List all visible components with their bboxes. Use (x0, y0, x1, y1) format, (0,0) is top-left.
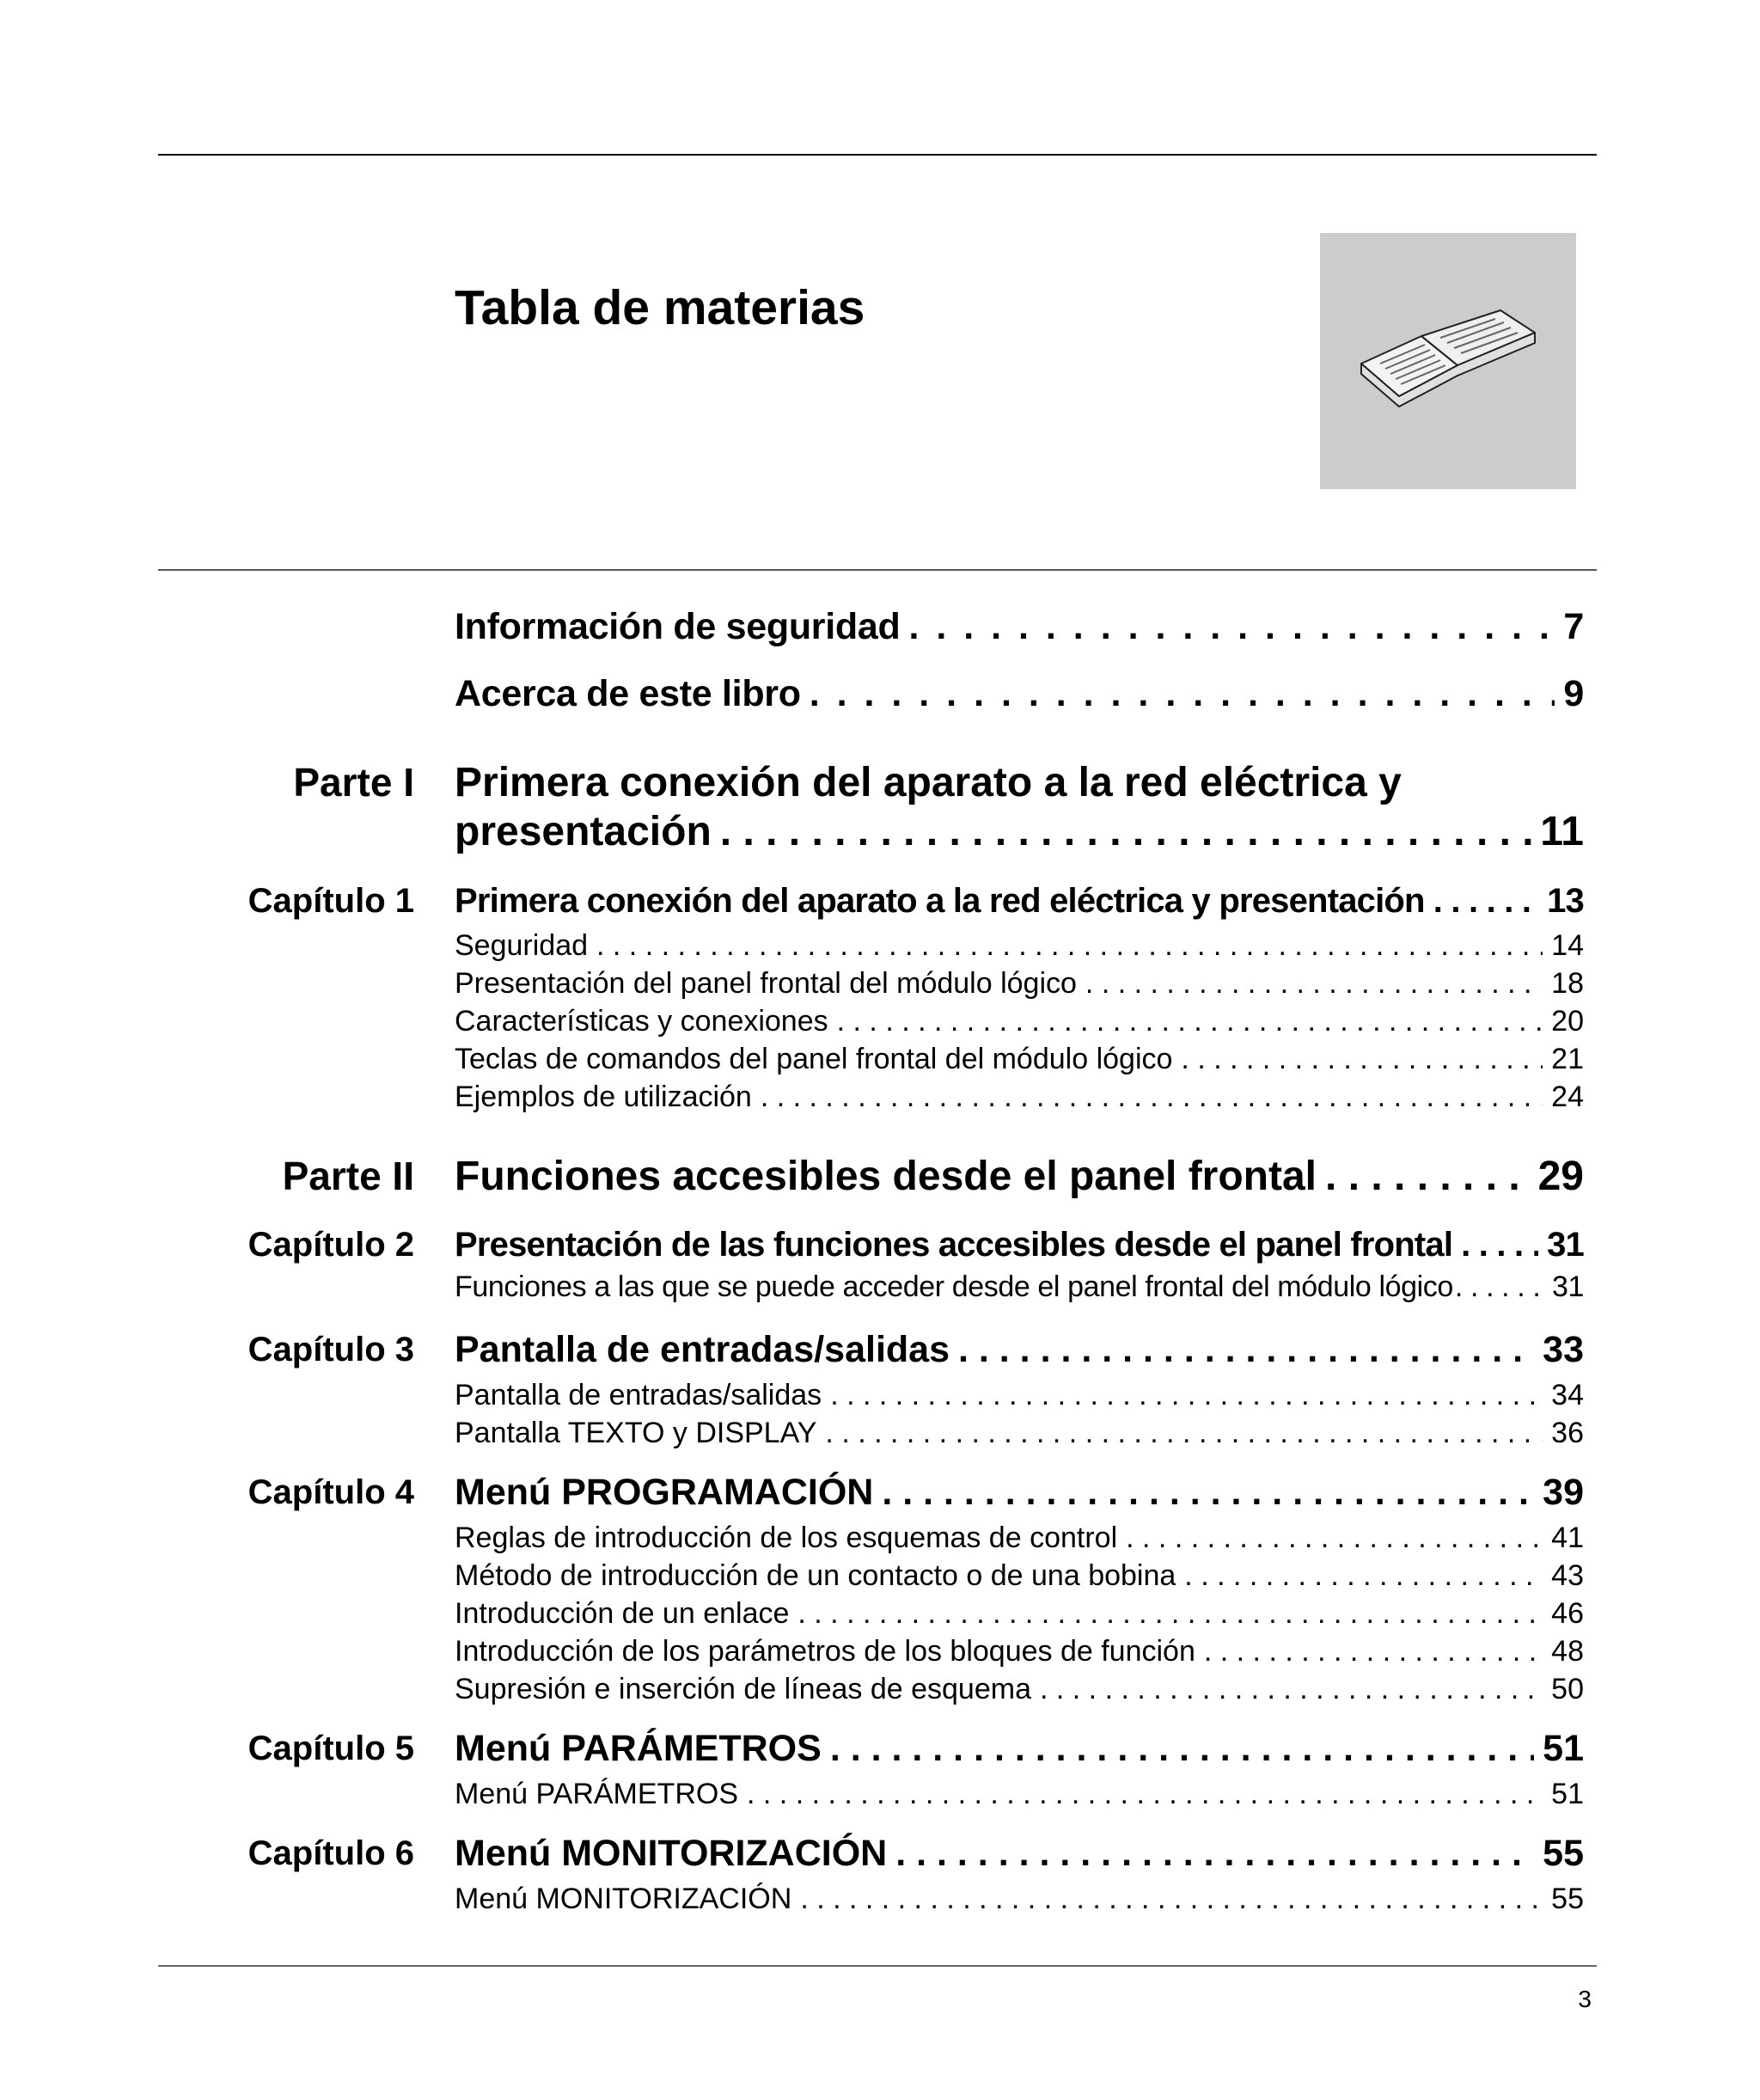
dot-leader (720, 808, 1531, 855)
toc-section-page: 14 (1551, 929, 1584, 962)
toc-section[interactable] (455, 1673, 1584, 1706)
toc-section-page: 41 (1551, 1521, 1584, 1554)
toc-section[interactable] (455, 1635, 1584, 1668)
toc-section[interactable] (455, 1379, 1584, 1412)
dot-leader (1325, 1153, 1530, 1200)
toc-section-page: 48 (1551, 1635, 1584, 1668)
dot-leader (1181, 1043, 1543, 1076)
dot-leader (958, 1329, 1534, 1371)
toc-entry-page: 51 (1543, 1728, 1584, 1769)
toc-section-page: 46 (1551, 1597, 1584, 1630)
chapter-label: Capítulo 5 (248, 1730, 414, 1767)
chapter-label: Capítulo 3 (248, 1331, 414, 1368)
toc-section[interactable] (455, 1081, 1584, 1114)
toc-section-title: Supresión e inserción de líneas de esquema (455, 1673, 1031, 1705)
toc-section[interactable] (455, 1417, 1584, 1450)
toc-entry-safety[interactable] (455, 606, 1584, 648)
dot-leader (798, 1597, 1543, 1631)
toc-section-page: 21 (1551, 1043, 1584, 1075)
toc-entry-page: 39 (1543, 1472, 1584, 1513)
dot-leader (908, 606, 1555, 648)
top-rule (158, 154, 1597, 156)
footer-rule (158, 1965, 1597, 1967)
toc-entry-title: Menú PARÁMETROS (455, 1728, 822, 1769)
dot-leader (837, 1005, 1543, 1038)
toc-section-title: Características y conexiones (455, 1005, 828, 1038)
chapter-label: Capítulo 2 (248, 1226, 414, 1264)
book-illustration (1320, 233, 1576, 489)
toc-entry-part-2[interactable] (455, 1153, 1584, 1200)
toc-entry-chapter-4[interactable] (455, 1472, 1584, 1514)
toc-section-title: Introducción de los parámetros de los bloques de función (455, 1635, 1195, 1668)
toc-section-title: Teclas de comandos del panel frontal del módulo lógico (455, 1043, 1173, 1075)
page-title: Tabla de materias (455, 280, 865, 335)
chapter-label: Capítulo 4 (248, 1473, 414, 1511)
toc-section-title: Funciones a las que se puede acceder desde el panel frontal del módulo lógico (455, 1270, 1453, 1303)
toc-entry-part-1[interactable] (455, 808, 1584, 855)
toc-entry-title: Funciones accesibles desde el panel frontal (455, 1154, 1317, 1199)
toc-entry-title: Menú MONITORIZACIÓN (455, 1833, 888, 1874)
toc-entry-title: Menú PROGRAMACIÓN (455, 1472, 874, 1513)
toc-entry-title: Primera conexión del aparato a la red eléctrica y presentación (455, 882, 1425, 920)
dot-leader (882, 1472, 1534, 1514)
dot-leader (895, 1833, 1534, 1875)
toc-entry-title: Información de seguridad (455, 606, 901, 647)
dot-leader (1455, 1270, 1550, 1304)
toc-entry-chapter-3[interactable] (455, 1329, 1584, 1371)
dot-leader (830, 1728, 1534, 1770)
open-book-icon (1320, 233, 1576, 489)
toc-section-title: Menú MONITORIZACIÓN (455, 1883, 792, 1915)
toc-section[interactable] (455, 1559, 1584, 1593)
toc-section-page: 20 (1551, 1005, 1584, 1038)
dot-leader (1184, 1559, 1543, 1593)
toc-section[interactable] (455, 929, 1584, 963)
toc-entry-chapter-6[interactable] (455, 1833, 1584, 1875)
toc-section-title: Pantalla TEXTO y DISPLAY (455, 1417, 817, 1449)
dot-leader (830, 1379, 1543, 1412)
toc-section-page: 31 (1551, 1270, 1584, 1303)
dot-leader (1461, 1226, 1538, 1264)
toc-section[interactable] (455, 1883, 1584, 1916)
toc-section-title: Pantalla de entradas/salidas (455, 1379, 822, 1411)
dot-leader (1040, 1673, 1543, 1706)
dot-leader (1433, 882, 1538, 921)
dot-leader (1085, 967, 1543, 1001)
toc-section-title: Introducción de un enlace (455, 1597, 790, 1630)
toc-entry-chapter-5[interactable] (455, 1728, 1584, 1770)
dot-leader (747, 1778, 1543, 1811)
dot-leader (1126, 1521, 1543, 1555)
toc-section[interactable] (455, 1005, 1584, 1038)
dot-leader (810, 673, 1555, 715)
toc-entry-page: 55 (1543, 1833, 1584, 1874)
page-number: 3 (1578, 1986, 1592, 2012)
toc-section-page: 34 (1551, 1379, 1584, 1411)
toc-entry-page: 13 (1547, 882, 1584, 920)
dot-leader (761, 1081, 1543, 1114)
toc-section[interactable] (455, 1270, 1584, 1304)
dot-leader (825, 1417, 1543, 1450)
toc-section[interactable] (455, 1597, 1584, 1631)
toc-entry-page: 9 (1563, 673, 1584, 714)
toc-section-page: 18 (1551, 967, 1584, 1000)
toc-entry-title: Pantalla de entradas/salidas (455, 1329, 950, 1370)
toc-section-page: 24 (1551, 1081, 1584, 1113)
dot-leader (596, 929, 1543, 963)
part-label: Parte II (282, 1154, 414, 1198)
toc-section-page: 43 (1551, 1559, 1584, 1592)
toc-section[interactable] (455, 967, 1584, 1001)
toc-entry-chapter-1[interactable] (455, 882, 1584, 921)
toc-section[interactable] (455, 1043, 1584, 1076)
section-rule (158, 569, 1597, 571)
dot-leader (1204, 1635, 1543, 1668)
toc-section-page: 51 (1551, 1778, 1584, 1810)
toc-entry-title: presentación (455, 809, 712, 854)
toc-entry-page: 29 (1537, 1154, 1584, 1199)
toc-entry-title: Presentación de las funciones accesibles desde el panel frontal (455, 1226, 1453, 1264)
toc-section-title: Presentación del panel frontal del módulo lógico (455, 967, 1077, 1000)
toc-entry-title: Acerca de este libro (455, 673, 801, 714)
toc-section[interactable] (455, 1521, 1584, 1555)
toc-entry-page: 11 (1540, 809, 1584, 854)
part-title-line1[interactable]: Primera conexión del aparato a la red eléctrica y (455, 760, 1402, 805)
toc-entry-page: 7 (1563, 606, 1584, 647)
toc-entry-page: 33 (1543, 1329, 1584, 1370)
toc-section-page: 55 (1551, 1883, 1584, 1915)
dot-leader (800, 1883, 1543, 1916)
toc-entry-page: 31 (1547, 1226, 1584, 1264)
chapter-label: Capítulo 6 (248, 1834, 414, 1872)
toc-entry-chapter-2[interactable] (455, 1226, 1584, 1264)
toc-section-page: 36 (1551, 1417, 1584, 1449)
toc-section[interactable] (455, 1778, 1584, 1811)
toc-section-title: Menú PARÁMETROS (455, 1778, 739, 1810)
toc-section-title: Ejemplos de utilización (455, 1081, 752, 1113)
toc-section-page: 50 (1551, 1673, 1584, 1705)
toc-section-title: Método de introducción de un contacto o de una bobina (455, 1559, 1176, 1592)
toc-section-title: Seguridad (455, 929, 589, 962)
chapter-label: Capítulo 1 (248, 882, 414, 920)
toc-entry-about[interactable] (455, 673, 1584, 715)
toc-section-title: Reglas de introducción de los esquemas de control (455, 1521, 1118, 1554)
part-label: Parte I (293, 760, 414, 805)
